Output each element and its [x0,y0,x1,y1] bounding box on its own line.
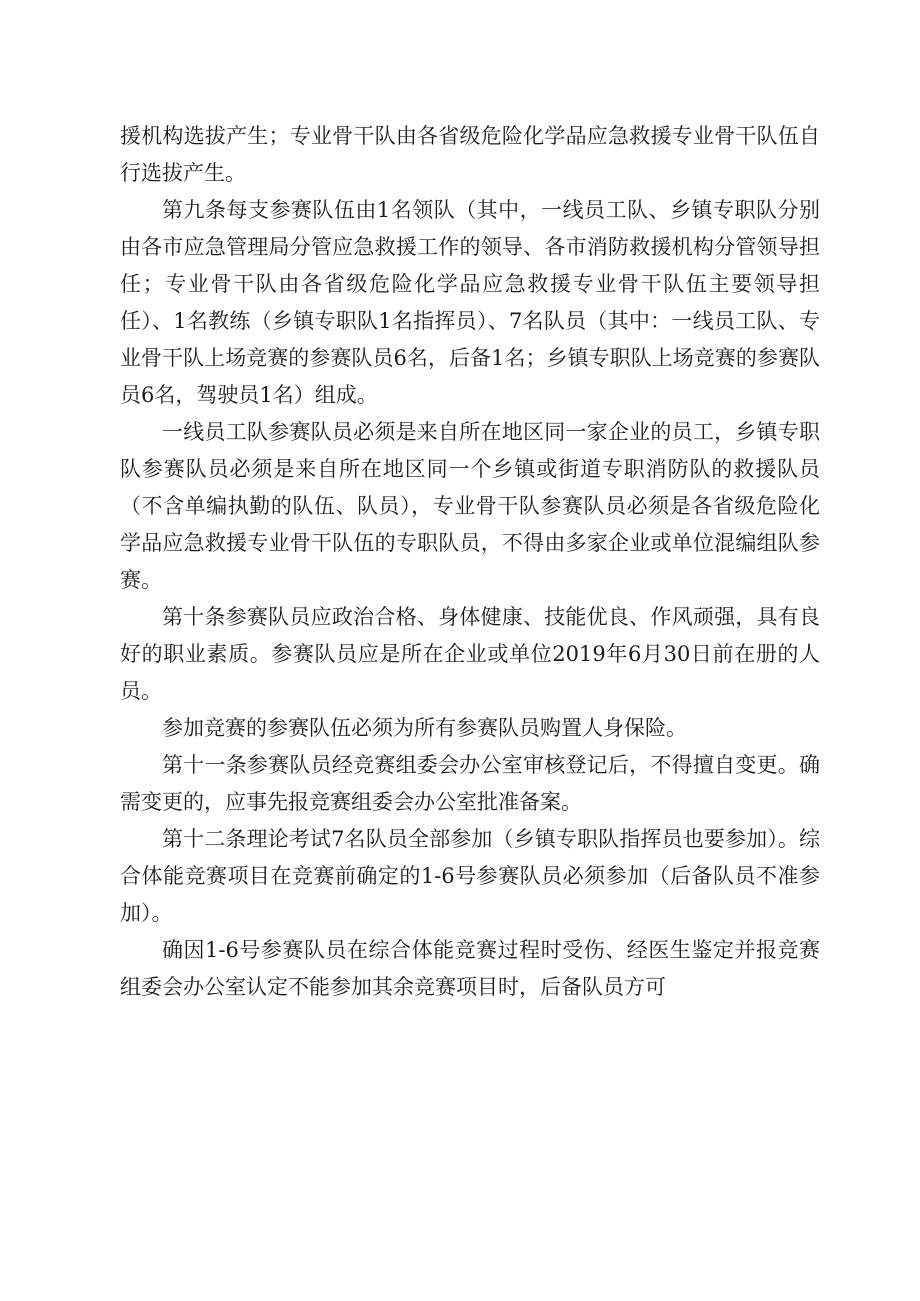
paragraph-substitution: 确因1-6号参赛队员在综合体能竞赛过程时受伤、经医生鉴定并报竞赛组委会办公室认定不能参加其余竞赛项目时，后备队员方可 [120,938,820,999]
paragraph-insurance: 参加竞赛的参赛队伍必须为所有参赛队员购置人身保险。 [162,716,687,740]
paragraph-member-source: 一线员工队参赛队员必须是来自所在地区同一家企业的员工，乡镇专职队参赛队员必须是来自所在地区同一个乡镇或街道专职消防队的救援队员（不含单编执勤的队伍、队员），专业骨干队参赛队员必须是各省级危险化学品应急救援专业骨干队伍的专职队员，不得由多家企业或单位混编组队参赛。 [120,420,820,592]
paragraph-continuation: 援机构选拔产生；专业骨干队由各省级危险化学品应急救援专业骨干队伍自行选拔产生。 [120,124,820,185]
paragraph-article-9: 第九条每支参赛队伍由1名领队（其中，一线员工队、乡镇专职队分别由各市应急管理局分管应急救援工作的领导、各市消防救援机构分管领导担任；专业骨干队由各省级危险化学品应急救援专业骨干队伍主要领导担任）、1名教练（乡镇专职队1名指挥员）、7名队员（其中：一线员工队、专业骨干队上场竞赛的参赛队员6名，后备1名；乡镇专职队上场竞赛的参赛队员6名，驾驶员1名）组成。 [120,198,820,407]
paragraph-article-11: 第十一条参赛队员经竞赛组委会办公室审核登记后，不得擅自变更。确需变更的，应事先报竞赛组委会办公室批准备案。 [120,753,820,814]
paragraph-article-12: 第十二条理论考试7名队员全部参加（乡镇专职队指挥员也要参加）。综合体能竞赛项目在竞赛前确定的1-6号参赛队员必须参加（后备队员不准参加）。 [120,827,820,925]
document-body [120,118,820,1006]
paragraph-article-10: 第十条参赛队员应政治合格、身体健康、技能优良、作风顽强，具有良好的职业素质。参赛队员应是所在企业或单位2019年6月30日前在册的人员。 [120,605,820,703]
